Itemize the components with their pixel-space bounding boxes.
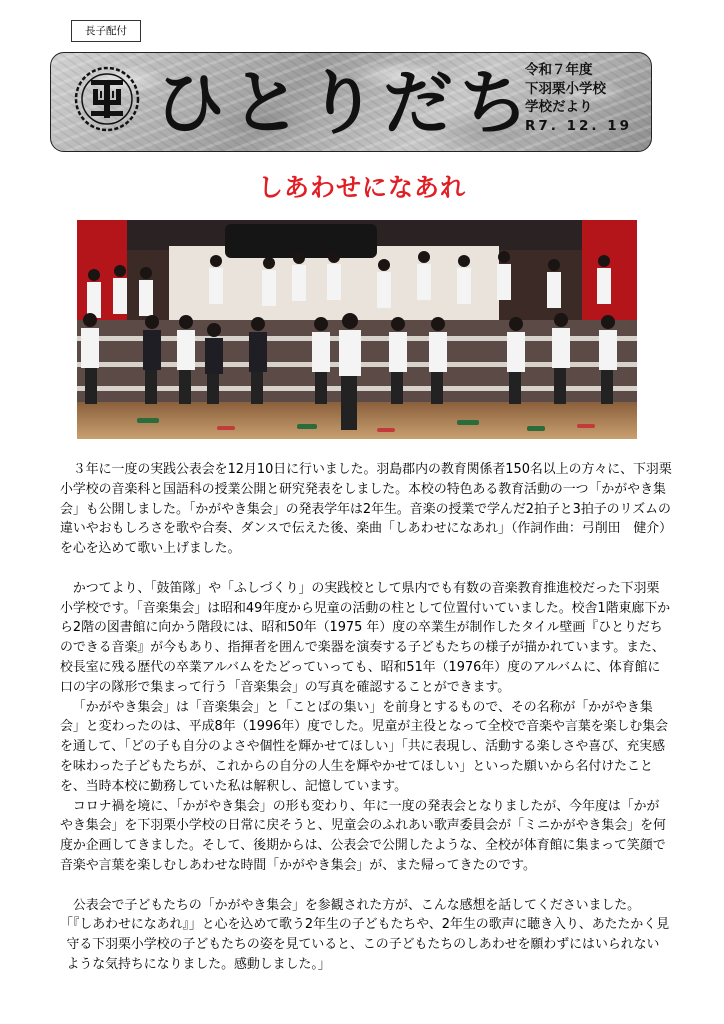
school-crest-icon (73, 65, 141, 133)
headline: しあわせになあれ (257, 173, 466, 202)
visitor-quote: 「『しあわせになあれ』」と心を込めて歌う2年生の子どもたちや、2年生の歌声に聴き入り、あたたかく見守る下羽栗小学校の子どもたちの姿を見ていると、この子どもたちのしあわせを願わずにはいられないような気持ちになりました。感動しました。」 (60, 917, 670, 972)
school-name: 下羽栗小学校 (525, 80, 606, 97)
choir-performance-photo (77, 220, 637, 439)
masthead (50, 52, 652, 152)
newsletter-title: ひとりだち (155, 62, 535, 144)
article-body (60, 460, 672, 975)
article-paragraph: コロナ禍を境に、「かがやき集会」の形も変わり、年に一度の発表会となりましたが、今年度は「かがやき集会」を下羽栗小学校の日常に戻そうと、児童会のふれあい歌声委員会が「ミニかがやき集会」を何度か企画してきました。そして、後期からは、公表会で公開したような、全校が体育館に集まって笑顔で音楽や言葉を楽しむしあわせな時間「かがやき集会」が、また帰ってきたのです。 (60, 798, 666, 873)
article-paragraph: ３年に一度の実践公表会を12月10日に行いました。羽島郡内の教育関係者150名以上の方々に、下羽栗小学校の音楽科と国語科の授業公開と研究発表をしました。本校の特色ある教育活動の一つ「かがやき集会」も公開しました。「かがやき集会」の発表学年は2年生。音楽の授業で学んだ2拍子と3拍子のリズムの違いやおもしろさを歌や合奏、ダンスで伝えた後、楽曲「しあわせになあれ」（作詞作曲：弓削田 健介）を心を込めて歌い上げました。 (60, 462, 672, 557)
article-paragraph: 公表会で子どもたちの「かがやき集会」を参観された方が、こんな感想を話してくださいました。 (72, 897, 641, 913)
article-paragraph: 「かがやき集会」は「音楽集会」と「ことばの集い」を前身とするもので、その名称が「かがやき集会」と変わったのは、平成8年（1996年）度でした。児童が主役となって全校で音楽や言葉を楽しむ集会を通して、「どの子も自分のよさや個性を輝かせてほしい」「共に表現し、活動する楽しさや喜び、充実感を味わった子どもたちが、これからの自分の人生を輝やかせてほしい」といった願いから名付けたことを、当時本校に勤務していた私は解釈し、記憶しています。 (60, 699, 669, 794)
fiscal-year: 令和７年度 (525, 62, 593, 78)
paragraph-spacer (60, 876, 672, 896)
publication-type: 学校だより (525, 99, 593, 115)
article-paragraph: かつてより、「鼓笛隊」や「ふしづくり」の実践校として県内でも有数の音楽教育推進校だった下羽栗小学校です。「音楽集会」は昭和49年度から児童の活動の柱として位置付いていました。校舎1階東廊下から2階の図書館に向かう階段には、昭和50年（1975 年）度の卒業生が制作したタイル壁画『ひとりだちのできる音楽』が今もあり、指揮者を囲んで楽器を演奏する子どもたちの様子が描かれています。また、校長室に残る歴代の卒業アルバムをたどっていっても、昭和51年（1976年）度のアルバムに、体育館に口の字の隊形で集まって行う「音楽集会」の写真を確認することができます。 (60, 580, 671, 695)
masthead-info (525, 61, 645, 135)
paragraph-spacer (60, 559, 672, 579)
distribution-tag: 長子配付 (71, 20, 141, 42)
issue-date: R7. 12. 19 (525, 117, 633, 134)
